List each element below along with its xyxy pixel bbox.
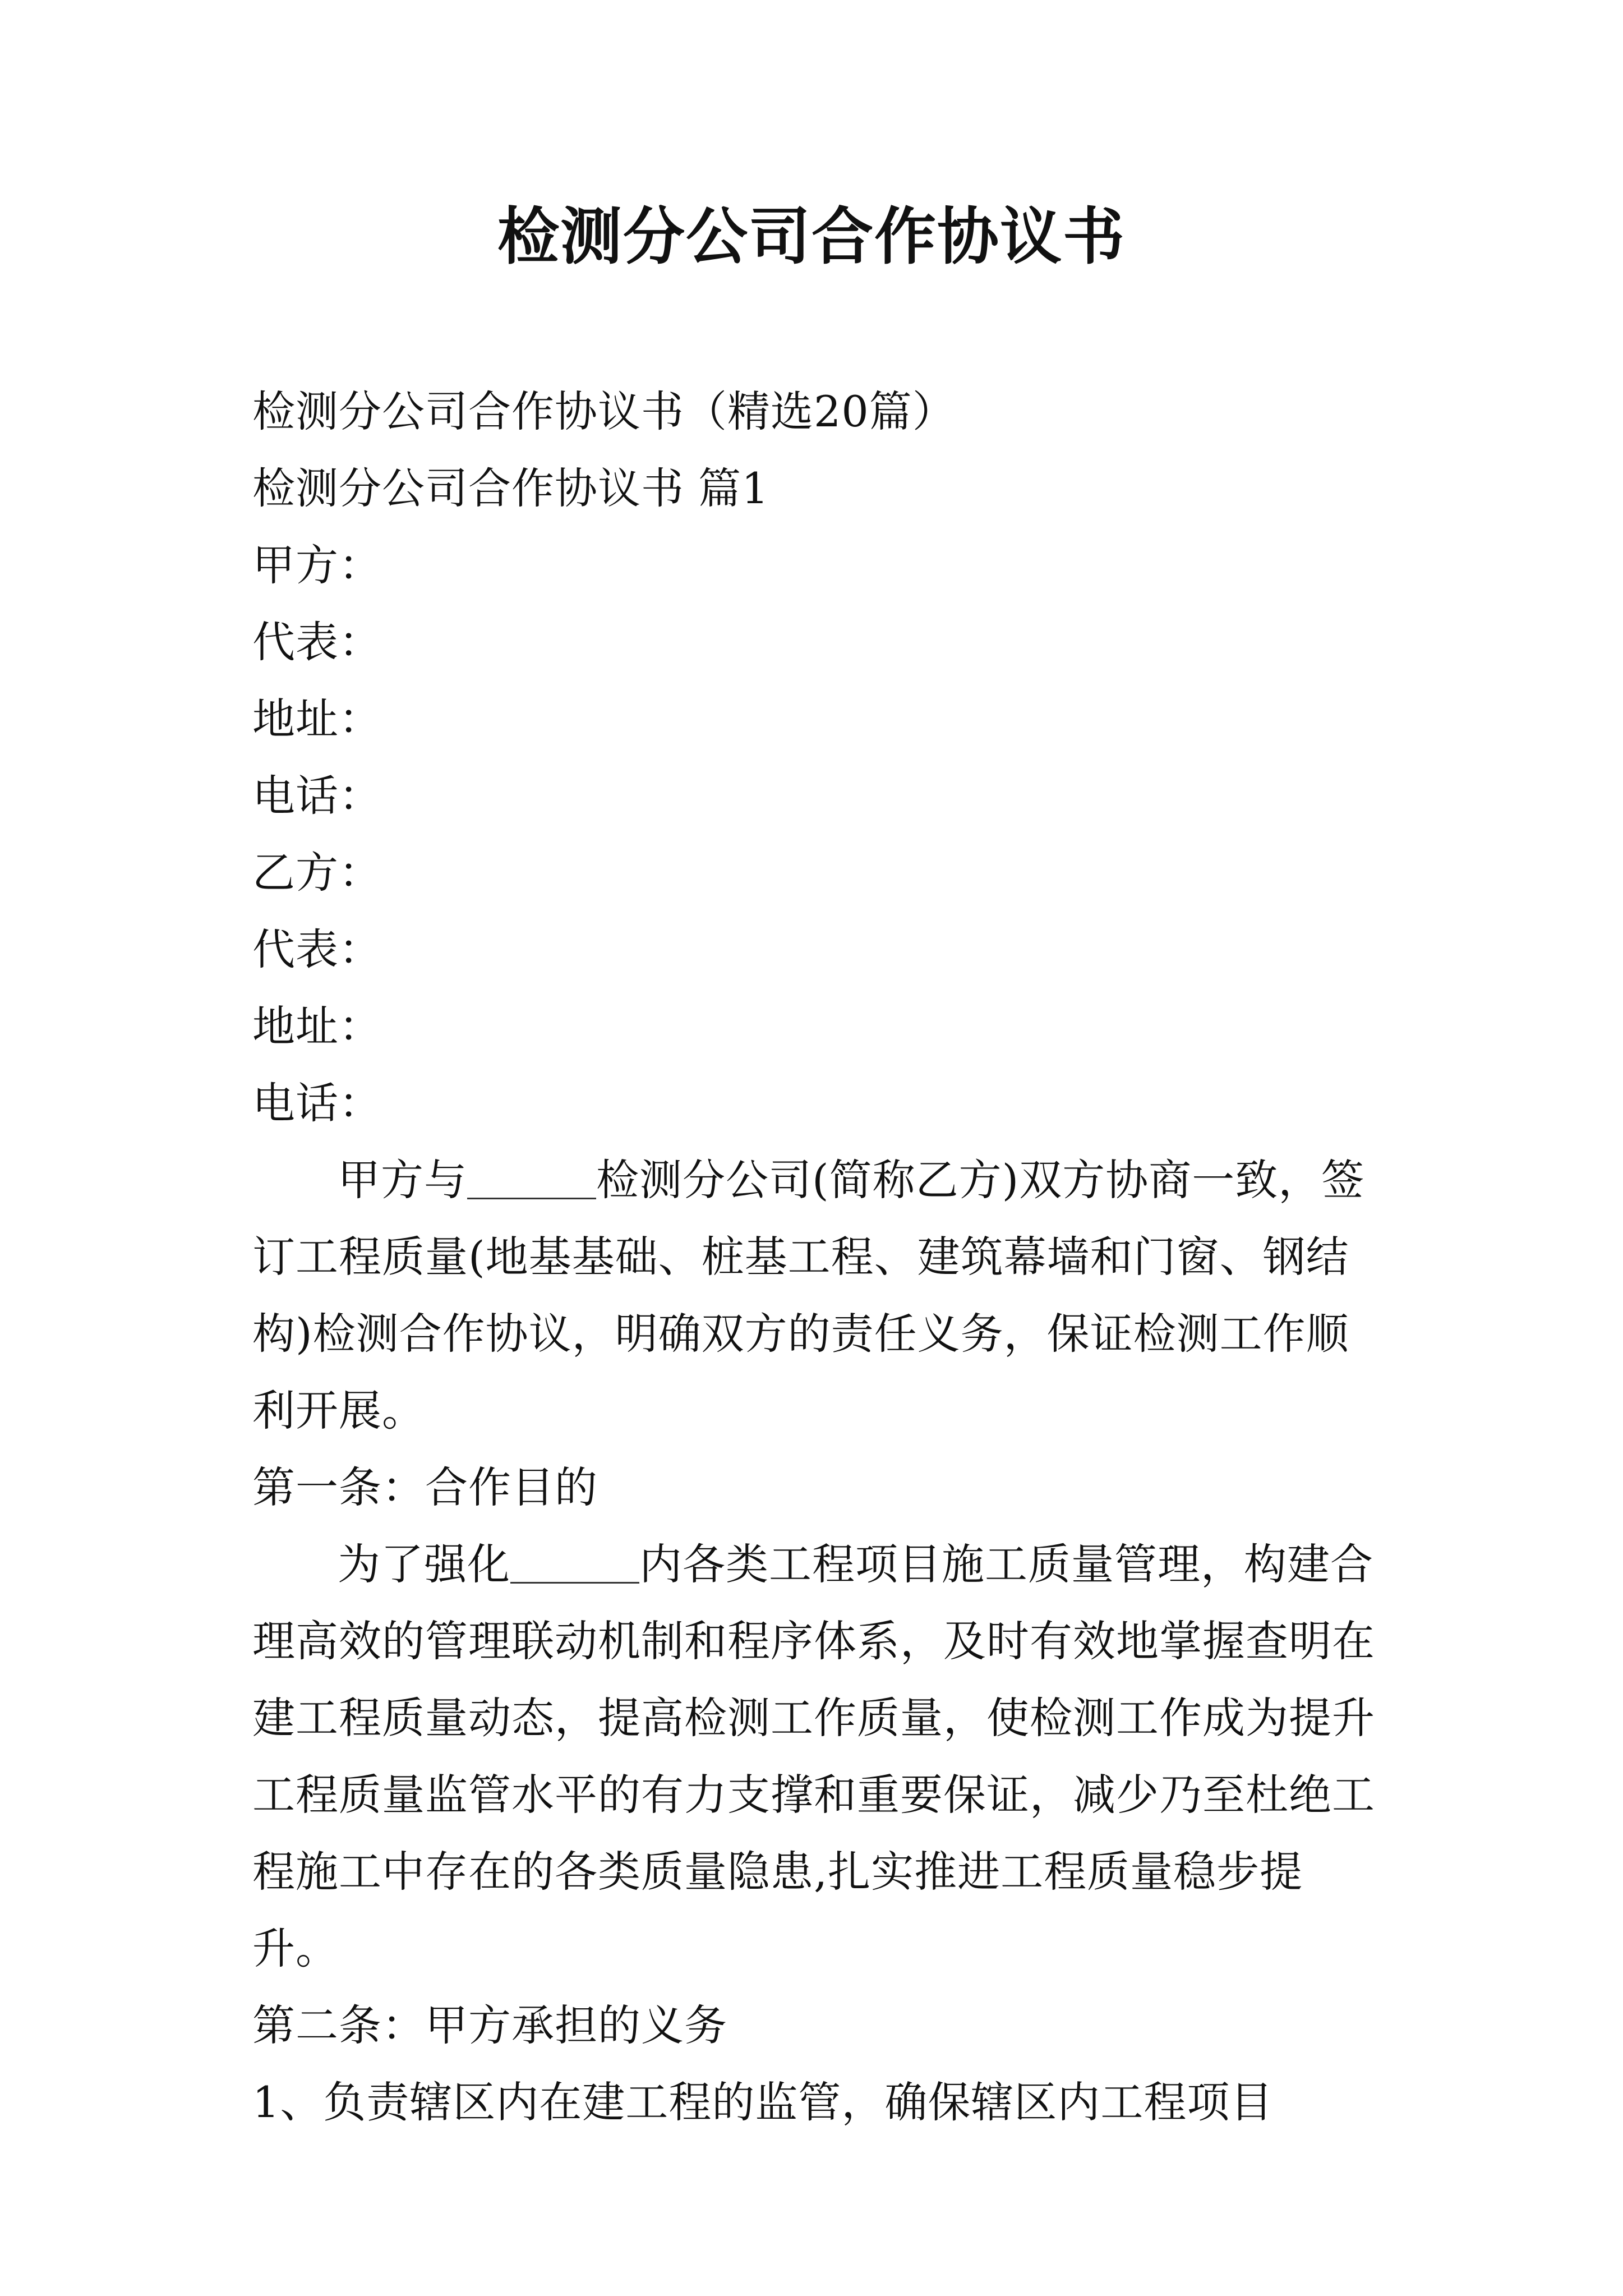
article1-heading: 第一条：合作目的 [252, 1462, 598, 1512]
section-heading: 检测分公司合作协议书 篇1 [252, 463, 769, 513]
fill-in-blank [467, 1158, 596, 1199]
article2-item1: 1、负责辖区内在建工程的监管，确保辖区内工程项目 [252, 2077, 1274, 2127]
party-a-label: 甲方： [252, 540, 382, 590]
article2-heading: 第二条：甲方承担的义务 [252, 2000, 727, 2050]
party-b-rep-label: 代表： [252, 924, 382, 974]
article1-text-start: 为了强化 [338, 1539, 510, 1589]
party-a-phone-label: 电话： [252, 771, 382, 821]
party-b-address-label: 地址： [252, 1001, 382, 1051]
document-title: 检测分公司合作协议书 [497, 201, 1126, 273]
fill-in-blank [510, 1543, 639, 1584]
article1-paragraph [252, 1526, 1380, 1987]
party-a-address-label: 地址： [252, 694, 382, 744]
intro-paragraph [252, 1142, 1380, 1449]
document-subtitle: 检测分公司合作协议书（精选20篇） [252, 386, 956, 436]
article1-text-rest: 内各类工程项目施工质量管理，构建合理高效的管理联动机制和程序体系，及时有效地掌握查明在建工程质量动态，提高检测工作质量，使检测工作成为提升工程质量监管水平的有力支撑和重要保证，减少乃至杜绝工程施工中存在的各类质量隐患,扎实推进工程质量稳步提升。 [252, 1539, 1375, 1973]
party-b-phone-label: 电话： [252, 1078, 382, 1128]
document-body [252, 373, 1380, 2141]
party-b-label: 乙方： [252, 848, 382, 898]
party-a-rep-label: 代表： [252, 617, 382, 667]
intro-text-start: 甲方与 [338, 1155, 467, 1205]
intro-text-rest: 检测分公司(简称乙方)双方协商一致，签订工程质量(地基基础、桩基工程、建筑幕墙和门窗、钢结构)检测合作协议，明确双方的责任义务，保证检测工作顺利开展。 [252, 1155, 1365, 1435]
